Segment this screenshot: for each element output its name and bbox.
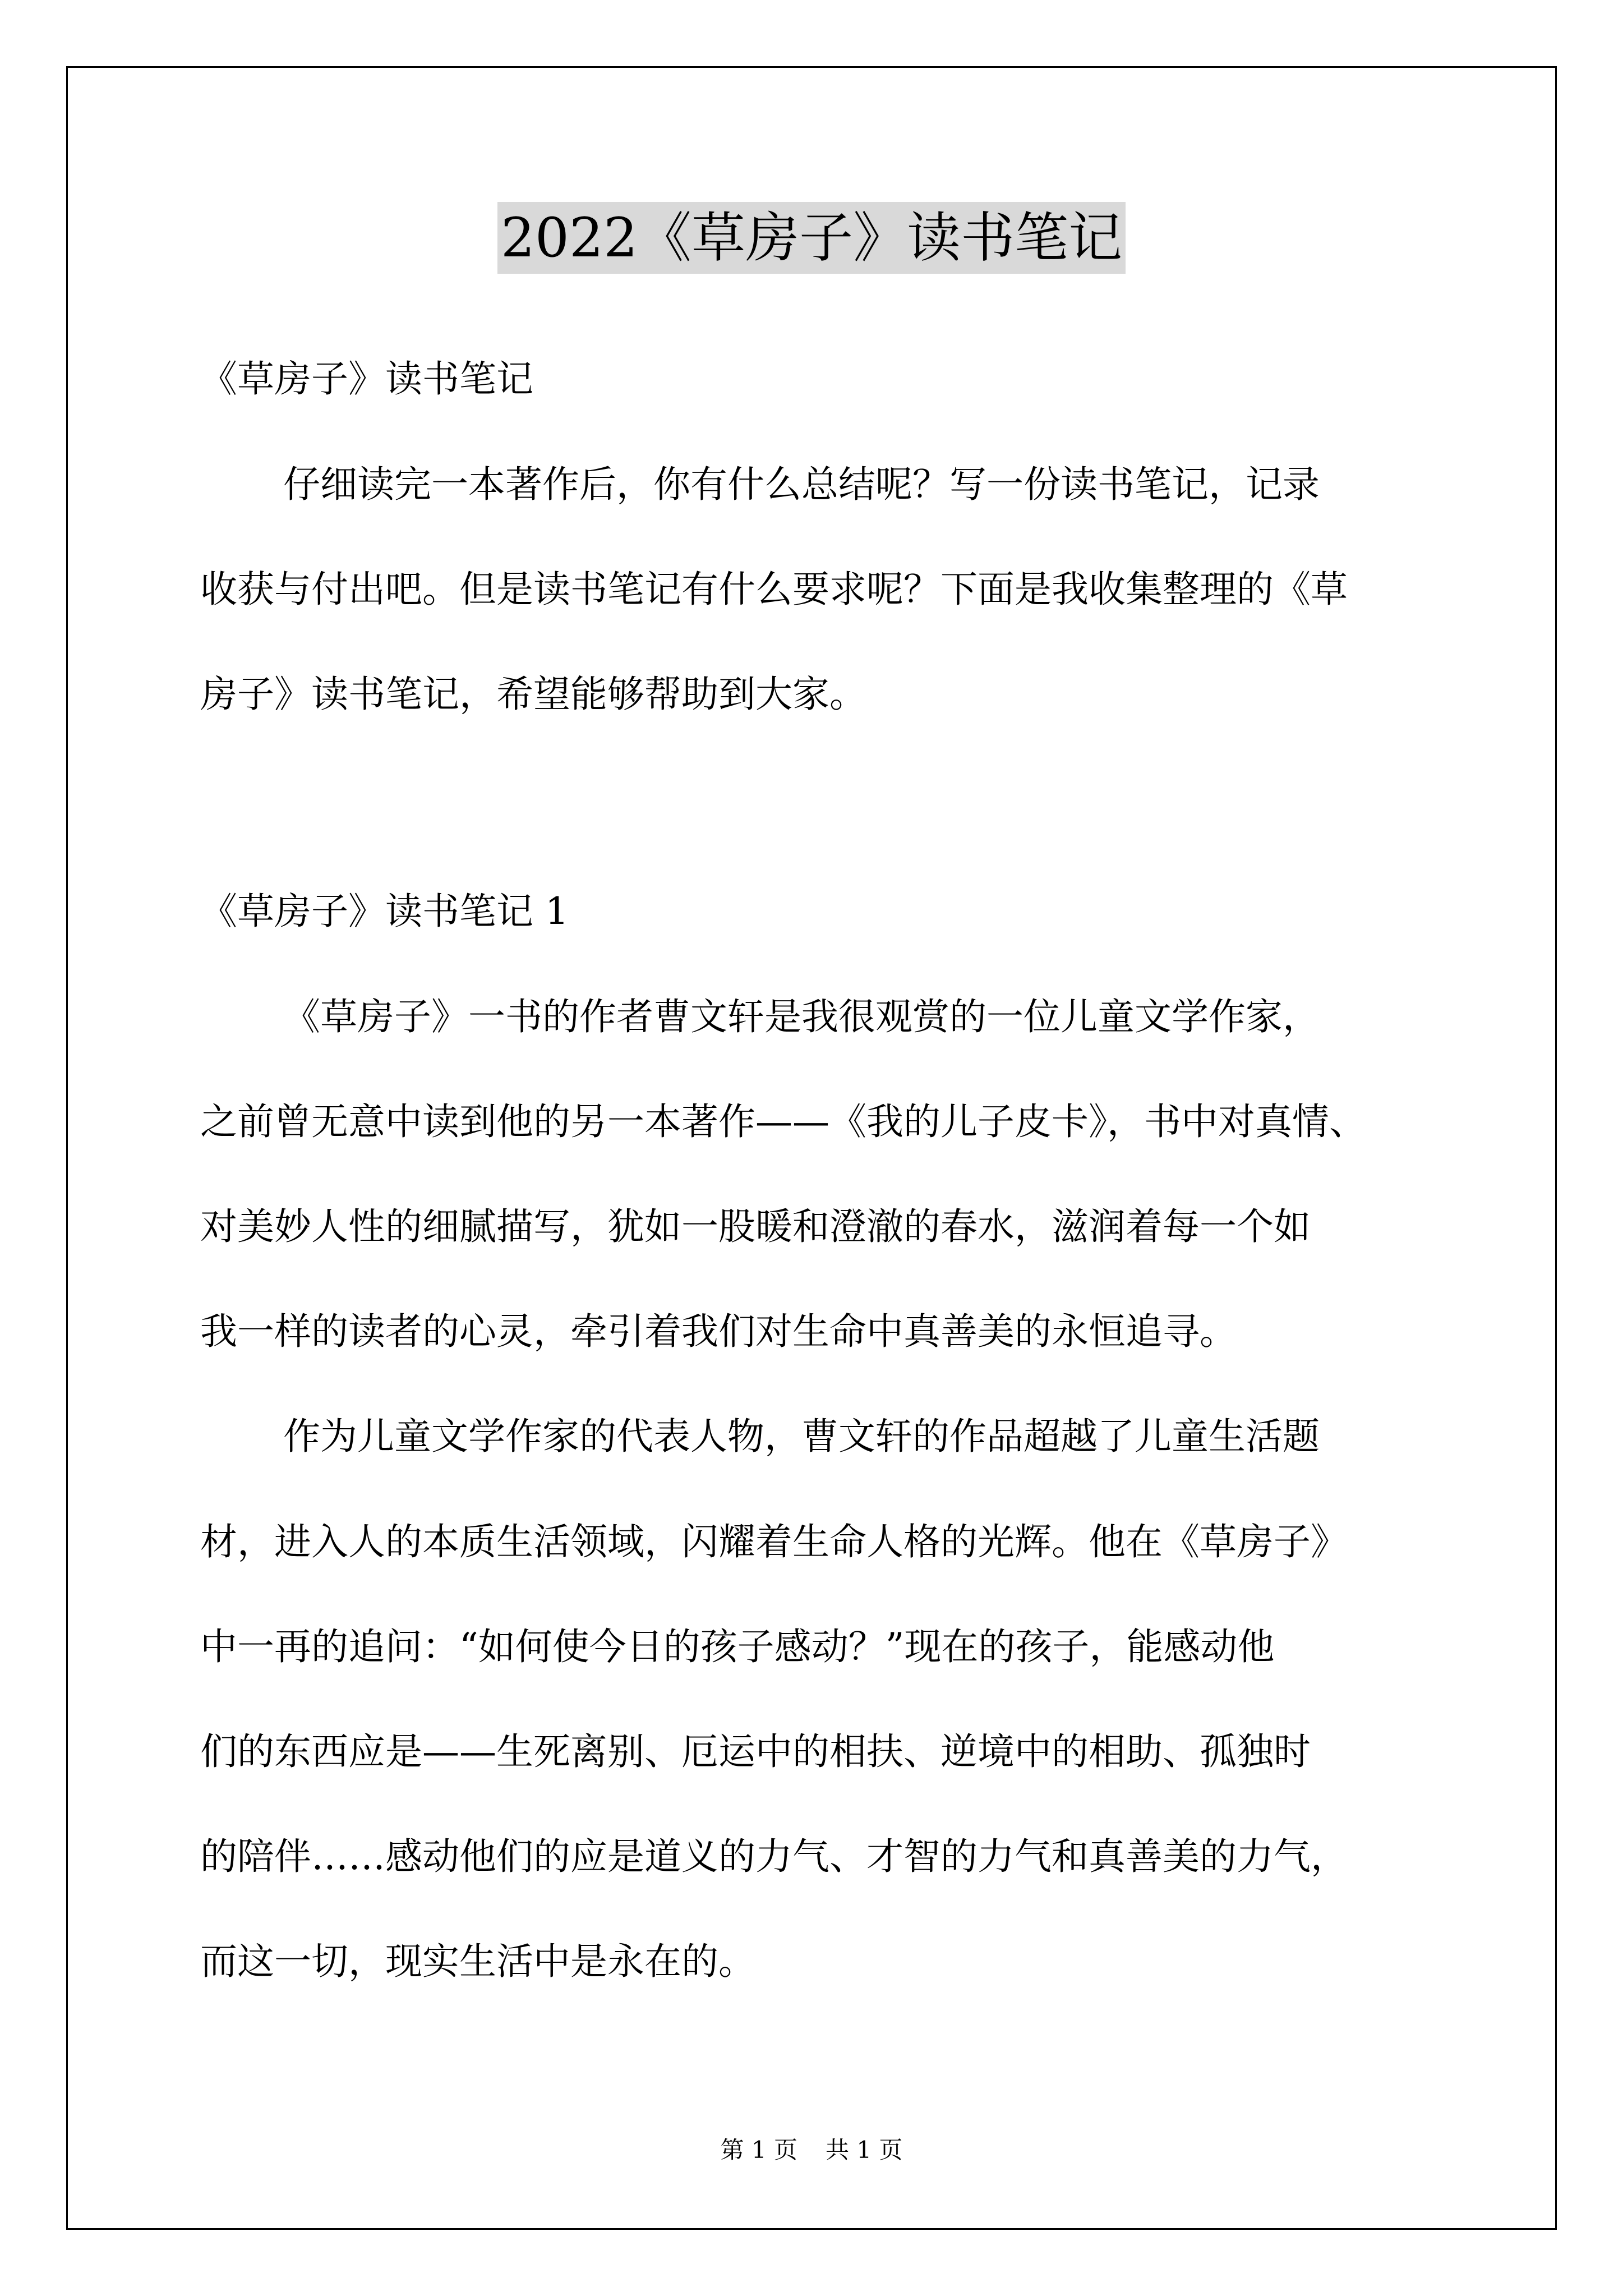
paragraph-line: 中一再的追问：“如何使今日的孩子感动？”现在的孩子，能感动他 [200,1625,1275,1668]
paragraph-line: 对美妙人性的细腻描写，犹如一股暖和澄澈的春水，滋润着每一个如 [200,1205,1311,1248]
section-heading: 《草房子》读书笔记 [200,357,533,401]
paragraph-line: 《草房子》一书的作者曹文轩是我很观赏的一位儿童文学作家， [283,995,1320,1038]
page-total: 共 1 页 [826,2136,903,2164]
paragraph-line: 仔细读完一本著作后，你有什么总结呢？写一份读书笔记，记录 [283,463,1320,506]
paragraph-line: 房子》读书笔记，希望能够帮助到大家。 [200,673,866,716]
title-container [0,202,1623,274]
document-title: 2022《草房子》读书笔记 [497,202,1126,274]
paragraph-line: 收获与付出吧。但是读书笔记有什么要求呢？下面是我收集整理的《草 [200,568,1348,611]
page-footer [0,2132,1623,2165]
paragraph-line: 作为儿童文学作家的代表人物，曹文轩的作品超越了儿童生活题 [283,1415,1320,1458]
paragraph-line: 而这一切，现实生活中是永在的。 [200,1940,755,1983]
paragraph-line: 们的东西应是——生死离别、厄运中的相扶、逆境中的相助、孤独时 [200,1730,1311,1773]
section-heading: 《草房子》读书笔记 1 [200,890,569,933]
page-number: 第 1 页 [720,2136,797,2164]
paragraph-line: 我一样的读者的心灵，牵引着我们对生命中真善美的永恒追寻。 [200,1310,1237,1353]
paragraph-line: 的陪伴……感动他们的应是道义的力气、才智的力气和真善美的力气， [200,1835,1348,1878]
paragraph-line: 之前曾无意中读到他的另一本著作——《我的儿子皮卡》，书中对真情、 [200,1100,1366,1143]
paragraph-line: 材，进入人的本质生活领域，闪耀着生命人格的光辉。他在《草房子》 [200,1520,1348,1563]
